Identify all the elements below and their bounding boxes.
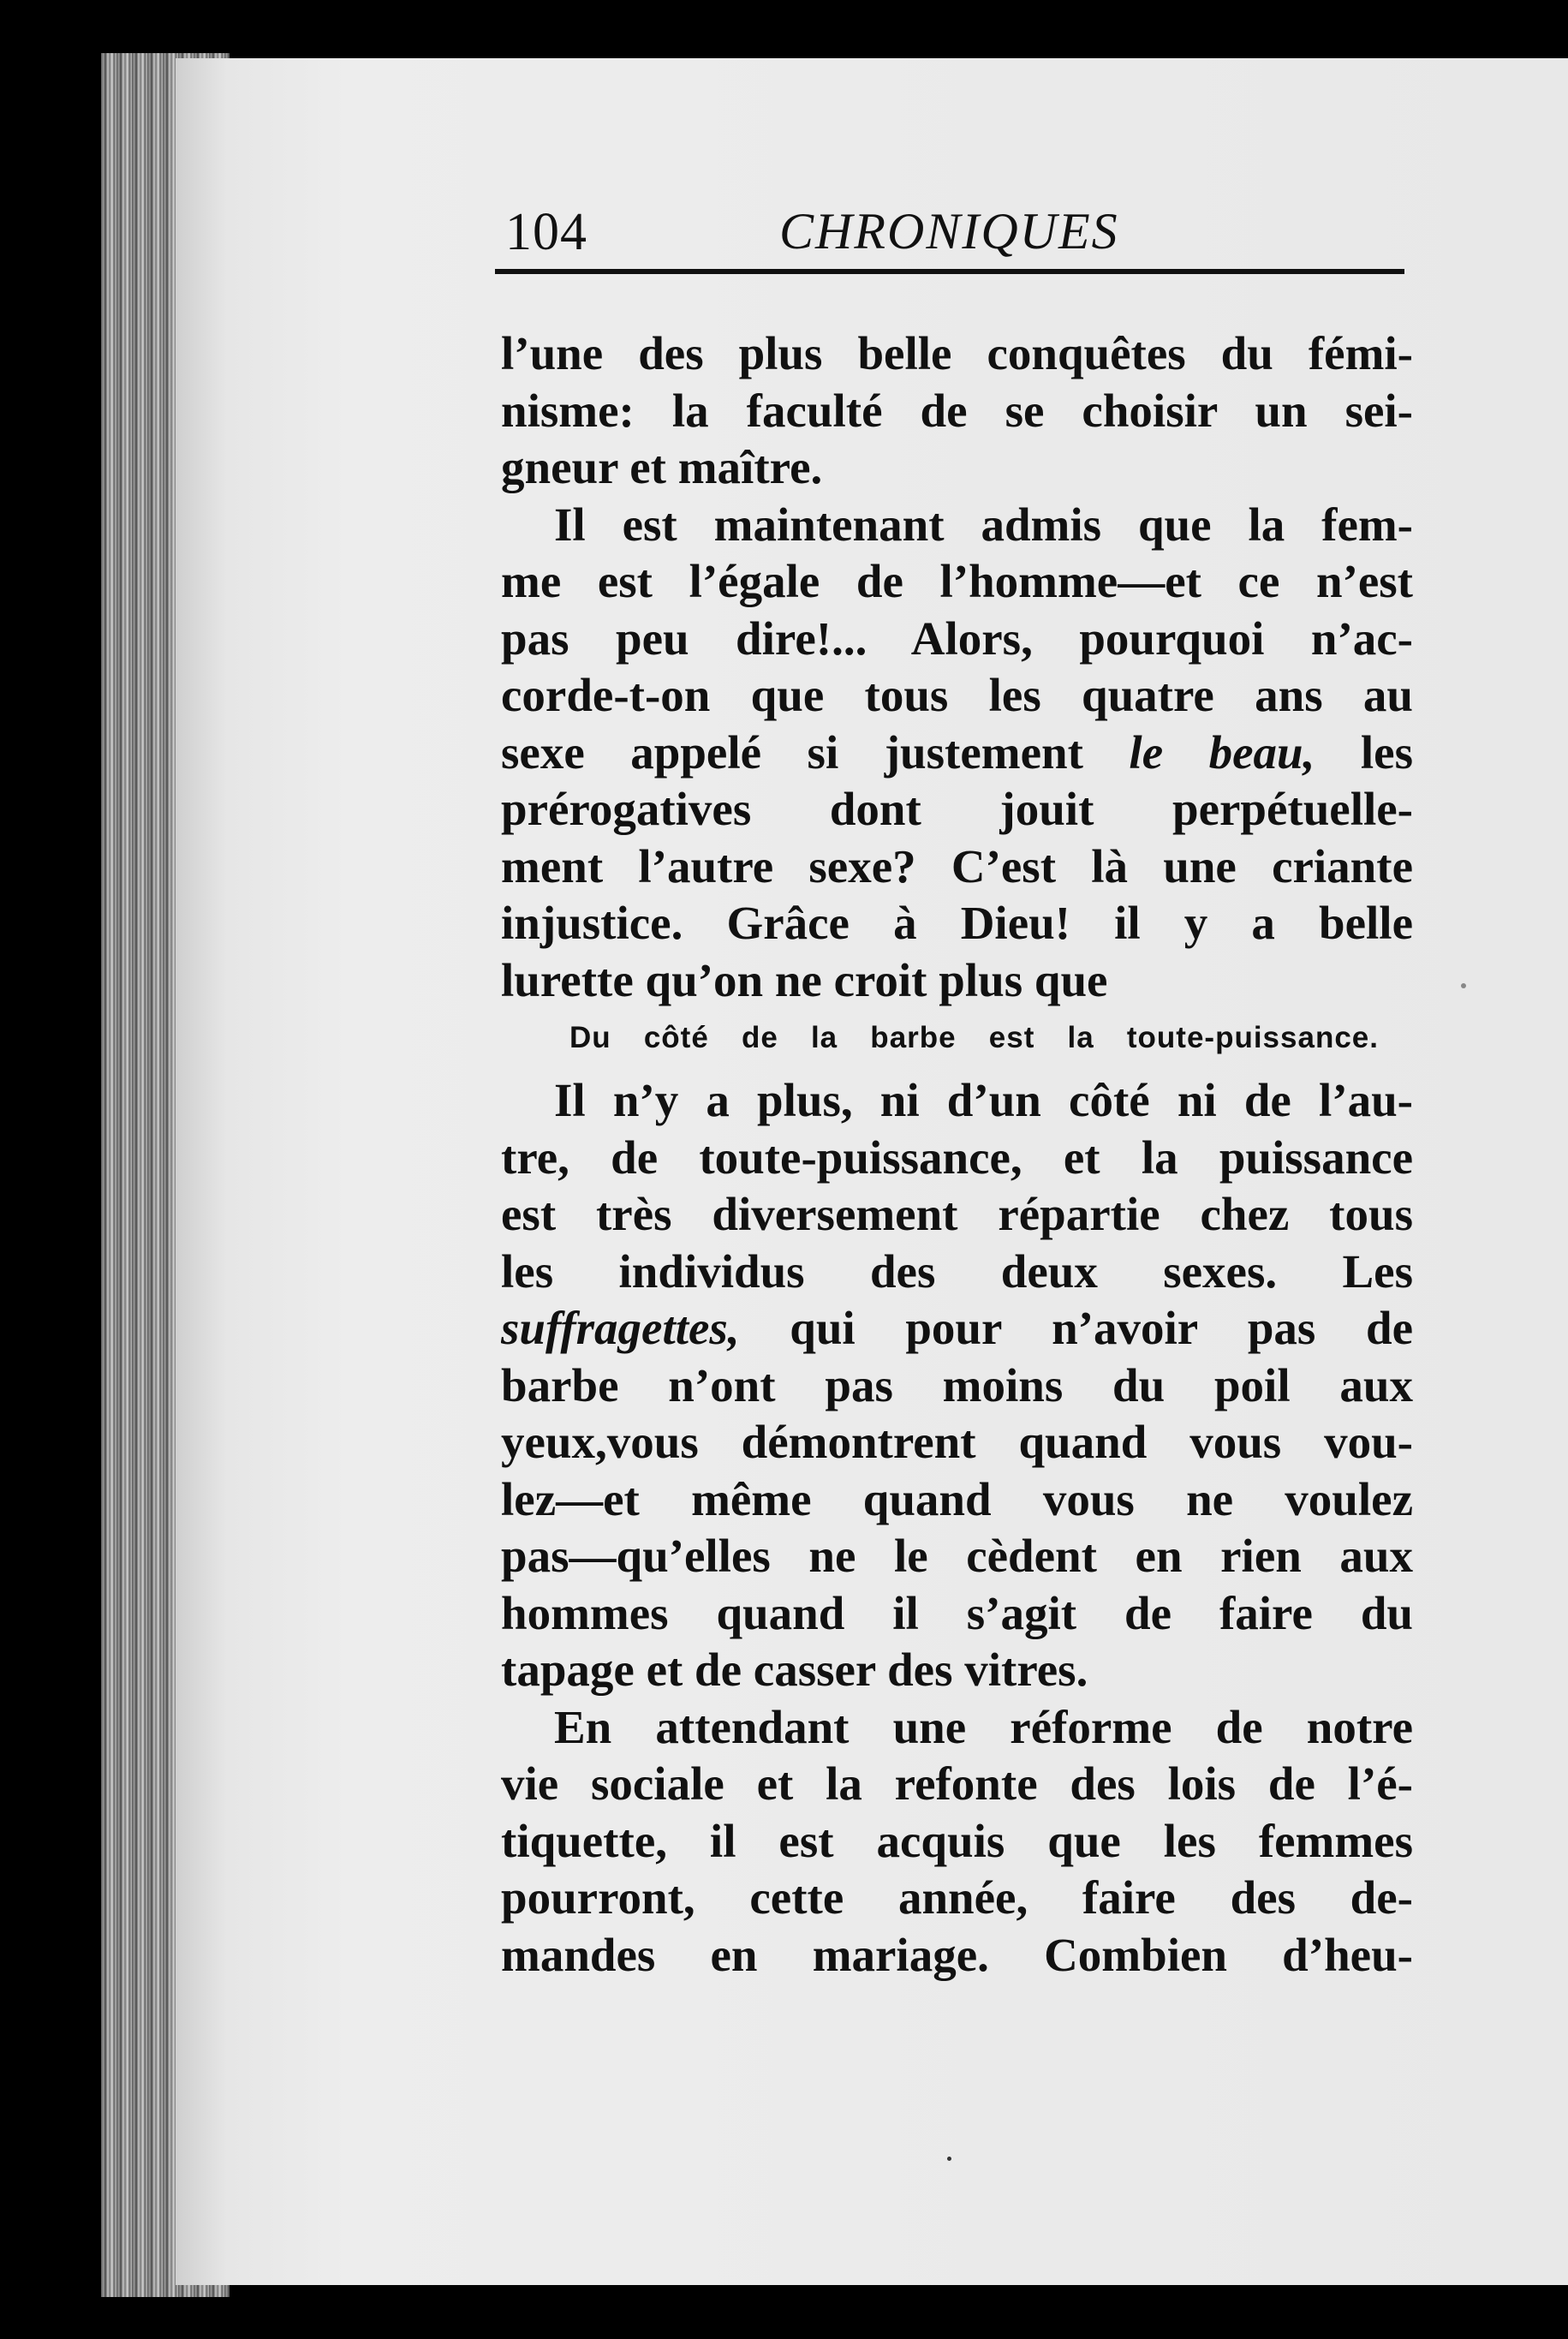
- text-run: sexe appelé si justement: [501, 725, 1130, 779]
- text-line: vie sociale et la refonte des lois de l’é-: [501, 1757, 1413, 1810]
- text-line: yeux,vous démontrent quand vous vou-: [501, 1416, 1413, 1468]
- text-line-with-italic: [501, 725, 1413, 782]
- text-line: pas peu dire!... Alors, pourquoi n’ac-: [501, 612, 1413, 665]
- paragraph-4: [501, 1699, 1413, 1984]
- text-line: hommes quand il s’agit de faire du: [501, 1586, 1413, 1639]
- text-run: qui pour n’avoir pas de: [739, 1302, 1413, 1354]
- text-line: lez—et même quand vous ne voulez: [501, 1472, 1413, 1525]
- body-text: [501, 325, 1413, 1984]
- text-line: l’une des plus belle conquêtes du fémi-: [501, 327, 1413, 379]
- text-line: pourront, cette année, faire des de-: [501, 1871, 1413, 1924]
- italic-word: suffragettes,: [501, 1302, 740, 1354]
- paragraph-1: [501, 325, 1413, 497]
- scan-speck: [1461, 983, 1466, 988]
- page-number: 104: [505, 203, 587, 261]
- text-line: tre, de toute-puissance, et la puissance: [501, 1131, 1413, 1184]
- text-line: tiquette, il est acquis que les femmes: [501, 1814, 1413, 1867]
- running-title: CHRONIQUES: [779, 203, 1119, 260]
- text-line: les individus des deux sexes. Les: [501, 1244, 1413, 1298]
- scan-speck: [947, 2157, 951, 2161]
- text-line: Il n’y a plus, ni d’un côté ni de l’au-: [554, 1074, 1413, 1126]
- text-line: mandes en mariage. Combien d’heu-: [501, 1928, 1413, 1981]
- paragraph-3: [501, 1072, 1413, 1699]
- text-line: lurette qu’on ne croit plus que: [501, 953, 1108, 1006]
- text-line: tapage et de casser des vitres.: [501, 1644, 1088, 1696]
- text-line: prérogatives dont jouit perpétuelle-: [501, 783, 1413, 835]
- text-line: nisme: la faculté de se choisir un sei-: [501, 384, 1413, 437]
- text-line: barbe n’ont pas moins du poil aux: [501, 1358, 1413, 1411]
- text-line: pas—qu’elles ne le cèdent en rien aux: [501, 1530, 1413, 1582]
- text-line: En attendant une réforme de notre: [554, 1700, 1413, 1753]
- text-line: corde-t-on que tous les quatre ans au: [501, 669, 1413, 721]
- text-line: Il est maintenant admis que la fem-: [554, 498, 1413, 551]
- text-line: gneur et maître.: [501, 441, 823, 493]
- text-run: les: [1315, 725, 1413, 779]
- quoted-verse: Du côté de la barbe est la toute-puissance.: [569, 1021, 1379, 1054]
- paragraph-2: [501, 497, 1413, 1010]
- text-line: ment l’autre sexe? C’est là une criante: [501, 839, 1413, 892]
- text-line: me est l’égale de l’homme—et ce n’est: [501, 555, 1413, 607]
- header-rule: [495, 269, 1404, 274]
- text-line: injustice. Grâce à Dieu! il y a belle: [501, 897, 1413, 949]
- running-head: [497, 197, 1404, 274]
- text-line-with-italic: [501, 1300, 1413, 1357]
- text-line: est très diversement répartie chez tous: [501, 1188, 1413, 1240]
- italic-phrase: le beau,: [1129, 725, 1315, 779]
